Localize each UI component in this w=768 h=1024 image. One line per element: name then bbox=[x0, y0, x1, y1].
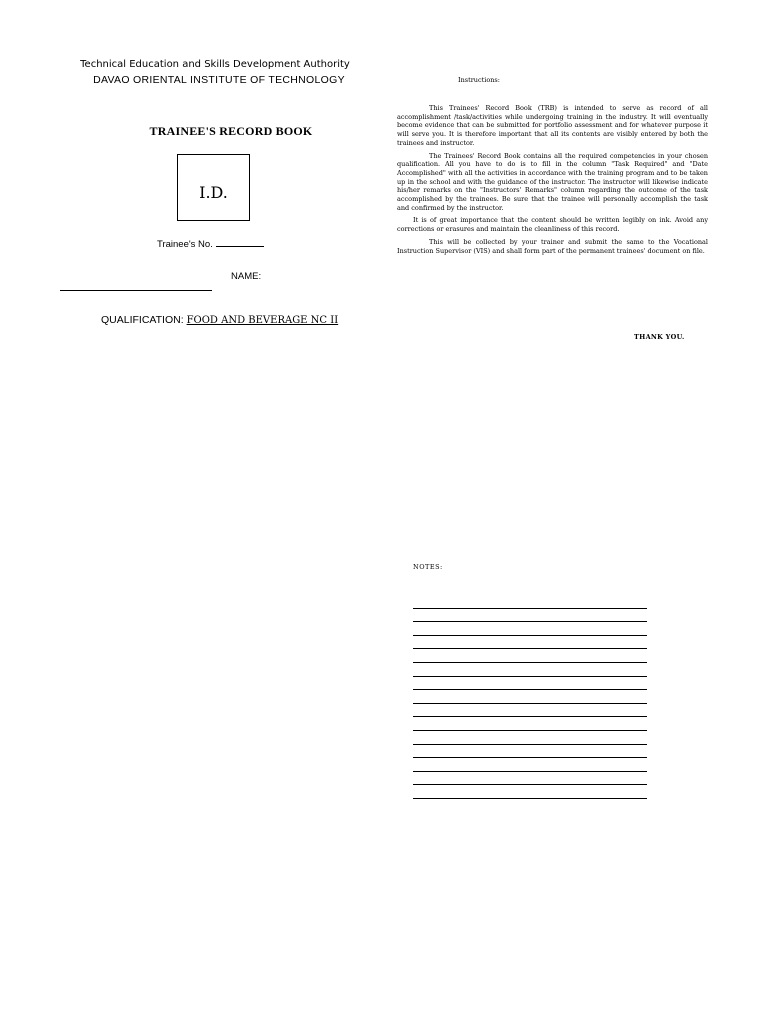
notes-line bbox=[413, 690, 647, 704]
instructions-paragraph: It is of great importance that the content should be written legibly on ink. Avoid any corrections or erasures and maintain the cleanliness of this record. bbox=[397, 216, 708, 234]
name-label: NAME: bbox=[231, 271, 262, 282]
id-photo-label: I.D. bbox=[199, 183, 228, 202]
institute-name: DAVAO ORIENTAL INSTITUTE OF TECHNOLOGY bbox=[93, 74, 345, 86]
page-title: TRAINEE'S RECORD BOOK bbox=[149, 124, 313, 138]
notes-line bbox=[413, 677, 647, 691]
notes-lines bbox=[413, 595, 647, 799]
trainee-number-field bbox=[157, 238, 264, 250]
instructions-paragraph: The Trainees' Record Book contains all the required competencies in your chosen qualification. All you have to do is to fill in the column "Task Required" and "Date Accomplished" with all the activities in accordance with the training program and to be taken up in the school and with the guidance of the instructor. The instructor will likewise indicate his/her remarks on the "Instructors' Remarks" column regarding the outcome of the task accomplished by the trainees. Be sure that the trainee will personally accomplish the task and confirmed by the instructor. bbox=[397, 151, 708, 212]
notes-line bbox=[413, 731, 647, 745]
notes-line bbox=[413, 663, 647, 677]
notes-line bbox=[413, 622, 647, 636]
instructions-paragraph: This will be collected by your trainer and submit the same to the Vocational Instruction Supervisor (VIS) and shall form part of the permanent trainees' document on file. bbox=[397, 237, 708, 255]
notes-line bbox=[413, 717, 647, 731]
agency-name: Technical Education and Skills Development Authority bbox=[80, 59, 350, 70]
instructions-heading: Instructions: bbox=[458, 76, 500, 84]
notes-line bbox=[413, 636, 647, 650]
notes-line bbox=[413, 785, 647, 799]
qualification-value: FOOD AND BEVERAGE NC II bbox=[186, 315, 339, 326]
qualification-field bbox=[101, 314, 338, 326]
notes-line bbox=[413, 704, 647, 718]
instructions-paragraph: This Trainees' Record Book (TRB) is intended to serve as record of all accomplishment /task/activities while undergoing training in the industry. It will eventually become evidence that can be submitted for portfolio assessment and for whatever purpose it will serve you. It is therefore important that all its contents are visibly entered by both the trainees and instructor. bbox=[397, 104, 708, 147]
notes-line bbox=[413, 772, 647, 786]
instructions-body bbox=[397, 104, 708, 259]
notes-line bbox=[413, 649, 647, 663]
trainee-number-label: Trainee's No. bbox=[157, 239, 213, 250]
notes-line bbox=[413, 609, 647, 623]
notes-line bbox=[413, 595, 647, 609]
notes-line bbox=[413, 745, 647, 759]
notes-line bbox=[413, 758, 647, 772]
thank-you-text: THANK YOU. bbox=[634, 333, 685, 341]
name-blank-line bbox=[60, 290, 212, 291]
qualification-label: QUALIFICATION: bbox=[101, 314, 184, 326]
notes-heading: NOTES: bbox=[413, 563, 443, 571]
trainee-number-blank bbox=[216, 238, 264, 247]
